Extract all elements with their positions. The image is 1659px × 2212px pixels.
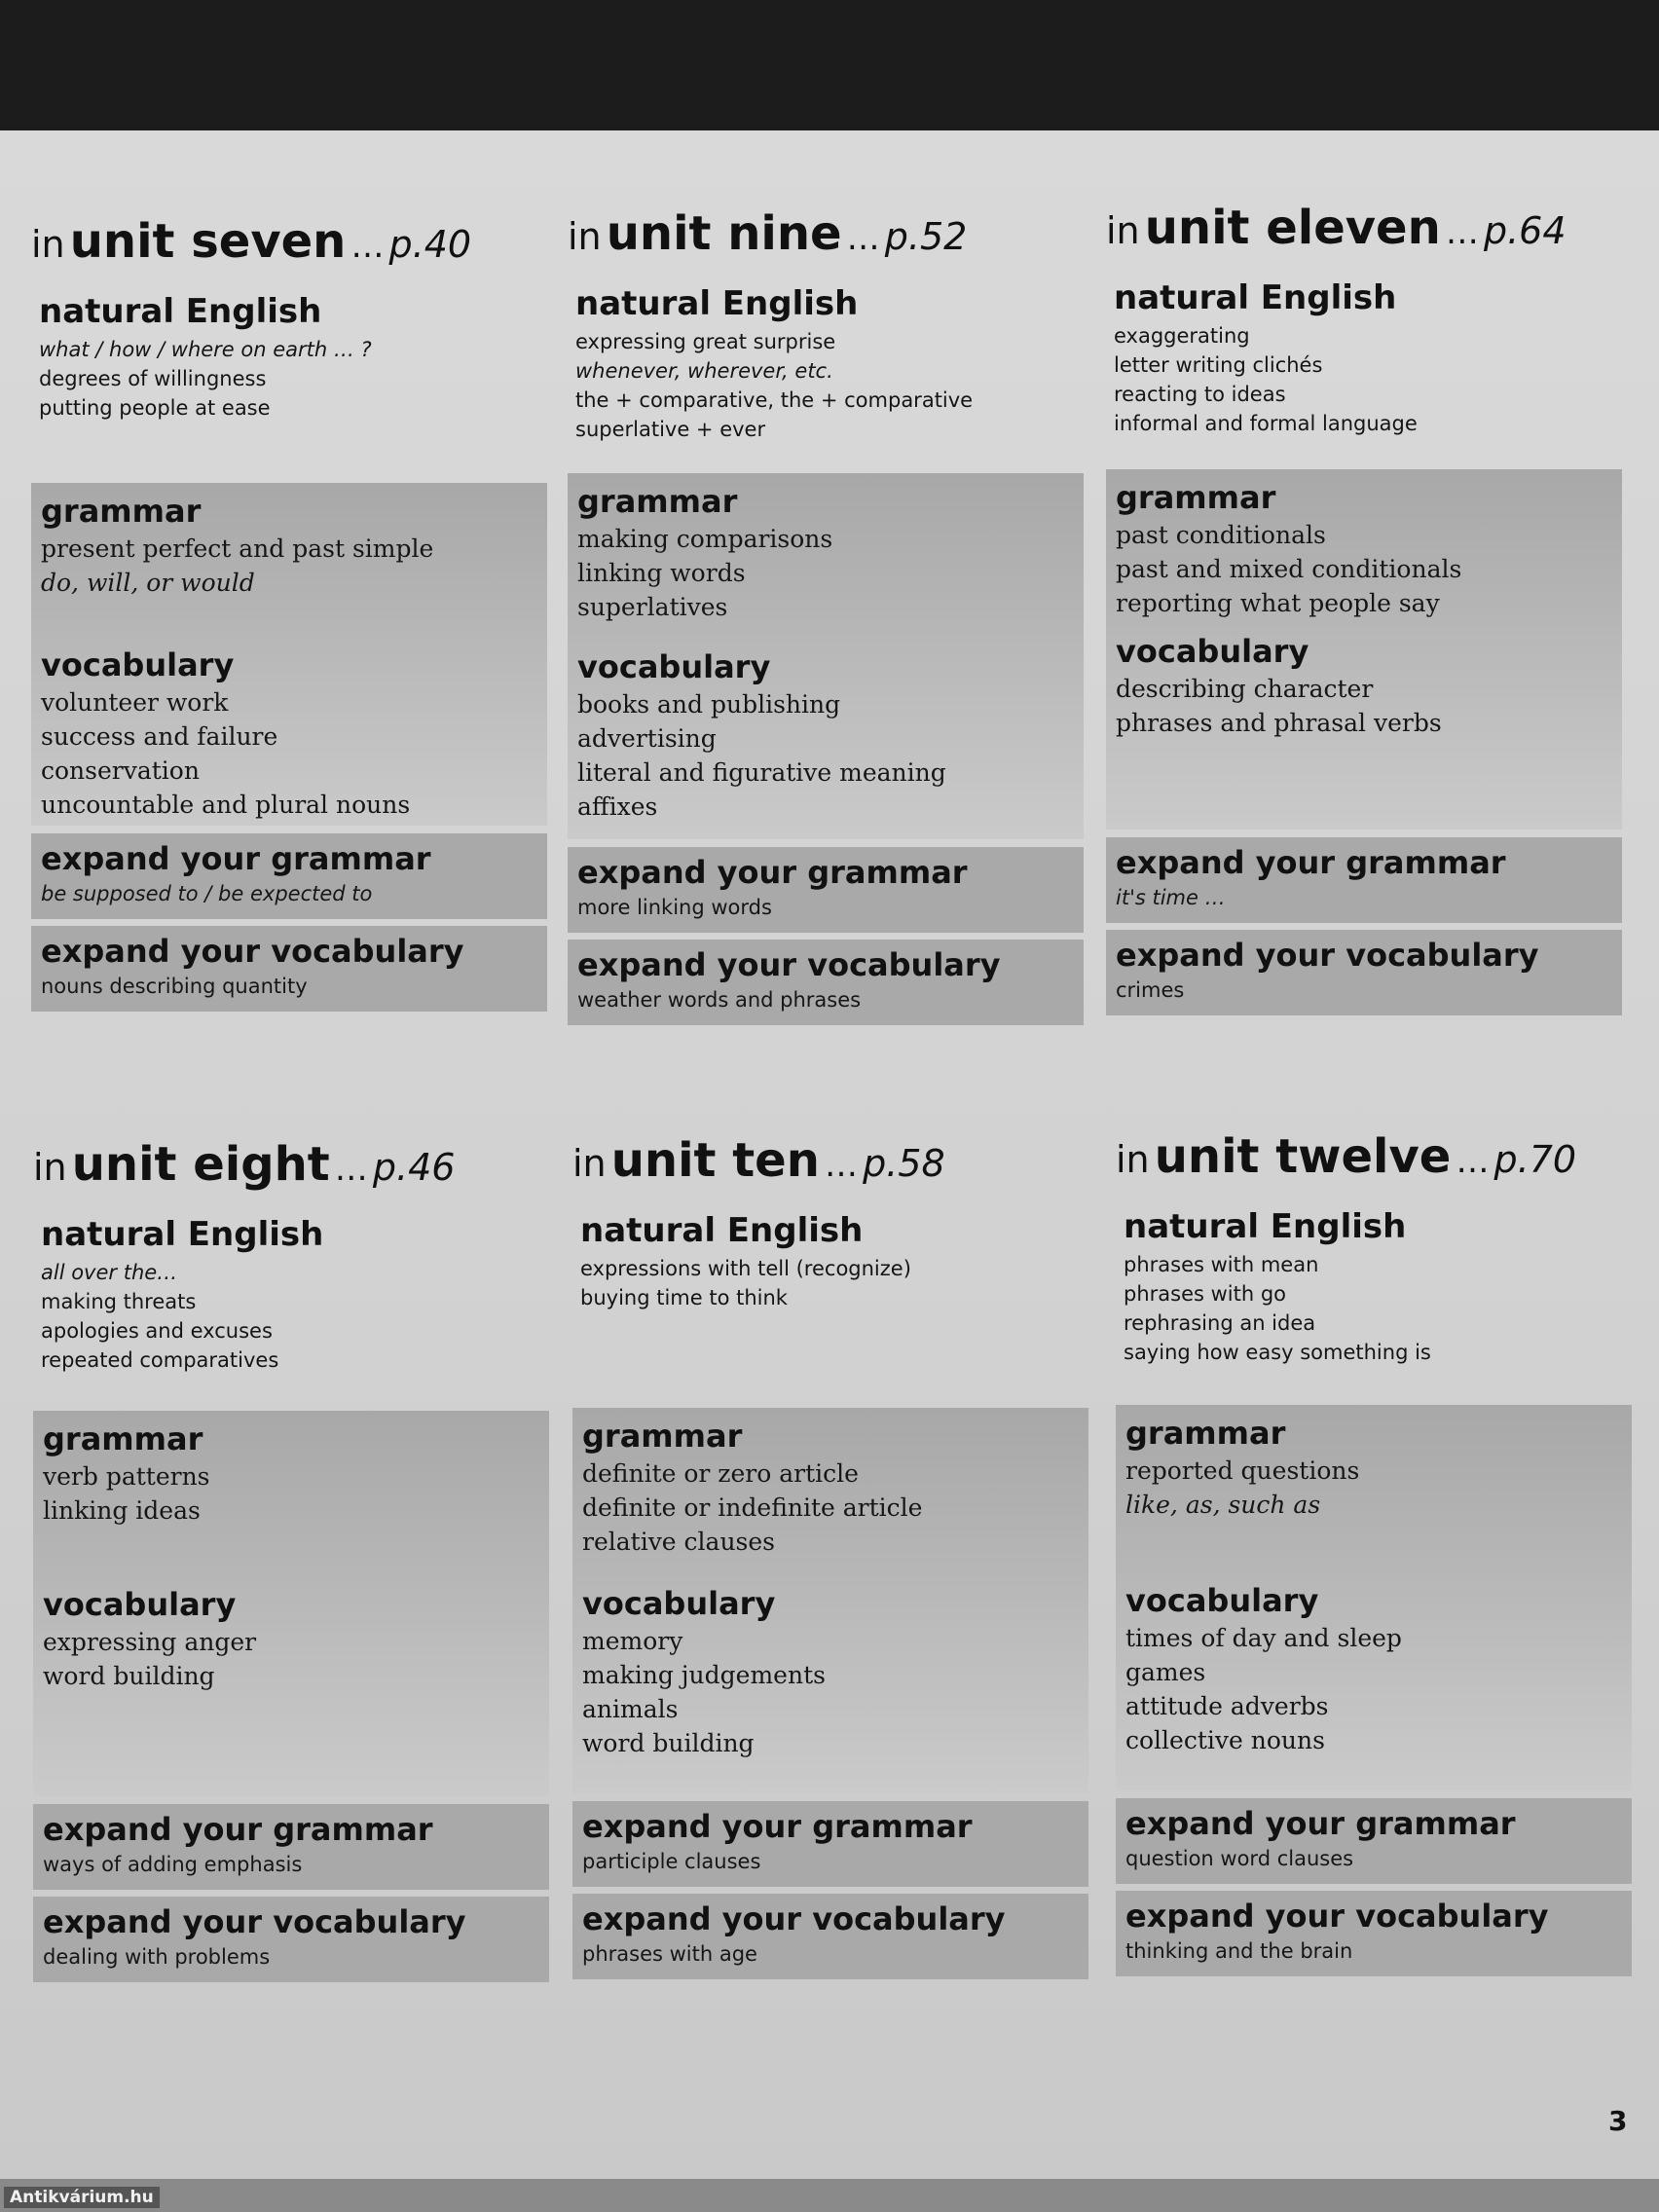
unit-name: unit seven — [69, 214, 347, 269]
unit-block — [31, 214, 547, 998]
grammar-item: linking ideas — [43, 1496, 201, 1525]
unit-ellipsis: … — [846, 219, 880, 258]
vocabulary-heading: vocabulary — [1125, 1582, 1319, 1619]
grammar-section — [577, 483, 832, 624]
grammar-heading: grammar — [582, 1418, 743, 1455]
grammar-heading: grammar — [43, 1420, 203, 1457]
grammar-item: superlatives — [577, 593, 728, 621]
vocabulary-section — [577, 648, 946, 824]
natural-english-item: degrees of willingness — [39, 367, 267, 390]
expand-vocabulary-box — [1106, 930, 1622, 1015]
grammar-vocabulary-panel — [1116, 1405, 1632, 1790]
unit-in-label: in — [31, 223, 65, 266]
expand-vocabulary-heading: expand your vocabulary — [1125, 1898, 1549, 1935]
unit-in-label: in — [572, 1142, 607, 1185]
vocabulary-item: attitude adverbs — [1125, 1692, 1329, 1720]
expand-vocabulary-item: phrases with age — [582, 1942, 757, 1966]
unit-name: unit ten — [610, 1133, 820, 1188]
expand-vocabulary-box — [31, 926, 547, 1012]
grammar-section — [1125, 1415, 1359, 1522]
vocabulary-item: phrases and phrasal verbs — [1116, 709, 1442, 737]
expand-vocabulary-item: thinking and the brain — [1125, 1939, 1353, 1963]
natural-english-item: repeated comparatives — [41, 1348, 279, 1372]
expand-grammar-box — [568, 847, 1084, 933]
expand-grammar-item: it's time … — [1116, 886, 1226, 909]
expand-vocabulary-box — [572, 1894, 1088, 1979]
vocabulary-heading: vocabulary — [577, 648, 771, 685]
natural-english-heading: natural English — [41, 1215, 324, 1254]
unit-in-label: in — [33, 1146, 67, 1189]
expand-vocabulary-heading: expand your vocabulary — [43, 1903, 466, 1940]
expand-grammar-heading: expand your grammar — [41, 840, 431, 877]
vocabulary-item: advertising — [577, 724, 717, 753]
expand-grammar-heading: expand your grammar — [1125, 1805, 1516, 1842]
unit-page-ref: p.58 — [863, 1142, 945, 1185]
vocabulary-item: uncountable and plural nouns — [41, 791, 411, 819]
natural-english-item: rephrasing an idea — [1124, 1311, 1316, 1335]
expand-vocabulary-item: nouns describing quantity — [41, 975, 308, 998]
grammar-item: reporting what people say — [1116, 589, 1440, 617]
unit-name: unit twelve — [1154, 1129, 1452, 1184]
natural-english-item: superlative + ever — [575, 418, 766, 441]
natural-english-item: letter writing clichés — [1114, 353, 1323, 377]
grammar-vocabulary-panel — [568, 473, 1084, 839]
unit-page-ref: p.70 — [1493, 1138, 1577, 1181]
natural-english-heading: natural English — [1114, 278, 1397, 317]
unit-page-ref: p.64 — [1483, 209, 1567, 252]
grammar-vocabulary-panel — [1106, 469, 1622, 830]
grammar-item: present perfect and past simple — [41, 535, 434, 563]
unit-in-label: in — [568, 215, 602, 258]
expand-grammar-item: participle clauses — [582, 1850, 761, 1873]
expand-vocabulary-item: weather words and phrases — [577, 988, 862, 1012]
natural-english-item: reacting to ideas — [1114, 383, 1286, 406]
grammar-heading: grammar — [41, 493, 202, 530]
natural-english-item: expressing great surprise — [575, 330, 836, 353]
unit-ellipsis: … — [334, 1150, 368, 1189]
unit-name: unit eleven — [1144, 201, 1441, 255]
natural-english-item: informal and formal language — [1114, 412, 1418, 435]
vocabulary-section — [41, 646, 410, 822]
grammar-item: definite or indefinite article — [582, 1493, 923, 1522]
expand-grammar-heading: expand your grammar — [582, 1808, 973, 1845]
grammar-item: relative clauses — [582, 1528, 776, 1556]
unit-page-ref: p.46 — [372, 1146, 456, 1189]
vocabulary-section — [1116, 633, 1442, 740]
natural-english-section — [575, 284, 1084, 444]
natural-english-section — [41, 1215, 549, 1375]
natural-english-item: exaggerating — [1114, 324, 1250, 348]
vocabulary-item: games — [1125, 1658, 1206, 1686]
natural-english-heading: natural English — [39, 292, 322, 331]
expand-grammar-box — [572, 1801, 1088, 1887]
unit-name: unit nine — [606, 206, 842, 261]
unit-block — [33, 1137, 549, 1969]
natural-english-item: phrases with go — [1124, 1282, 1287, 1306]
grammar-item: do, will, or would — [41, 569, 255, 597]
grammar-heading: grammar — [577, 483, 738, 520]
grammar-item: linking words — [577, 559, 746, 587]
natural-english-item: expressions with tell (recognize) — [580, 1257, 911, 1280]
natural-english-heading: natural English — [575, 284, 859, 323]
natural-english-item: whenever, wherever, etc. — [575, 359, 833, 383]
vocabulary-item: conservation — [41, 756, 200, 785]
vocabulary-item: success and failure — [41, 722, 278, 751]
unit-block — [568, 206, 1084, 1012]
vocabulary-heading: vocabulary — [41, 646, 235, 683]
vocabulary-item: word building — [582, 1729, 755, 1757]
expand-vocabulary-box — [568, 940, 1084, 1025]
unit-title — [31, 214, 547, 273]
expand-vocabulary-item: dealing with problems — [43, 1945, 271, 1969]
natural-english-item: saying how easy something is — [1124, 1341, 1431, 1364]
vocabulary-item: expressing anger — [43, 1628, 257, 1656]
grammar-section — [43, 1420, 210, 1528]
natural-english-heading: natural English — [1124, 1207, 1407, 1246]
grammar-item: definite or zero article — [582, 1459, 859, 1488]
expand-grammar-item: question word clauses — [1125, 1847, 1354, 1870]
natural-english-heading: natural English — [580, 1211, 864, 1250]
natural-english-item: all over the… — [41, 1261, 178, 1284]
natural-english-item: making threats — [41, 1290, 197, 1313]
unit-in-label: in — [1116, 1138, 1150, 1181]
expand-vocabulary-box — [33, 1897, 549, 1982]
expand-grammar-box — [1106, 837, 1622, 923]
unit-page-ref: p.40 — [388, 223, 472, 266]
vocabulary-heading: vocabulary — [582, 1585, 776, 1622]
unit-title — [568, 206, 1084, 265]
grammar-item: making comparisons — [577, 525, 833, 553]
page-number: 3 — [1608, 2105, 1628, 2137]
expand-vocabulary-heading: expand your vocabulary — [577, 946, 1001, 983]
vocabulary-item: affixes — [577, 793, 658, 821]
expand-grammar-heading: expand your grammar — [1116, 844, 1506, 881]
vocabulary-item: times of day and sleep — [1125, 1624, 1402, 1652]
vocabulary-section — [1125, 1582, 1402, 1757]
unit-ellipsis: … — [1456, 1142, 1490, 1181]
natural-english-item: buying time to think — [580, 1286, 788, 1309]
vocabulary-item: memory — [582, 1627, 683, 1655]
vocabulary-section — [582, 1585, 826, 1760]
natural-english-section — [580, 1211, 1088, 1312]
expand-grammar-heading: expand your grammar — [43, 1811, 433, 1848]
grammar-item: past conditionals — [1116, 521, 1326, 549]
natural-english-section — [39, 292, 547, 423]
grammar-vocabulary-panel — [31, 483, 547, 826]
expand-vocabulary-item: crimes — [1116, 978, 1185, 1002]
expand-grammar-box — [33, 1804, 549, 1890]
unit-page-ref: p.52 — [884, 215, 968, 258]
vocabulary-heading: vocabulary — [43, 1586, 237, 1623]
grammar-section — [41, 493, 433, 600]
expand-grammar-item: ways of adding emphasis — [43, 1853, 303, 1876]
unit-ellipsis: … — [1445, 213, 1479, 252]
vocabulary-item: literal and figurative meaning — [577, 758, 946, 787]
vocabulary-item: making judgements — [582, 1661, 826, 1689]
unit-title — [1106, 201, 1622, 259]
expand-grammar-item: be supposed to / be expected to — [41, 882, 373, 905]
natural-english-item: what / how / where on earth … ? — [39, 338, 372, 361]
page-bottom-edge — [0, 2179, 1659, 2212]
grammar-item: past and mixed conditionals — [1116, 555, 1462, 583]
grammar-item: verb patterns — [43, 1462, 210, 1491]
grammar-item: reported questions — [1125, 1456, 1360, 1485]
vocabulary-item: word building — [43, 1662, 215, 1690]
natural-english-section — [1124, 1207, 1632, 1367]
grammar-section — [582, 1418, 922, 1559]
grammar-heading: grammar — [1116, 479, 1276, 516]
natural-english-item: apologies and excuses — [41, 1319, 273, 1343]
vocabulary-heading: vocabulary — [1116, 633, 1309, 670]
expand-vocabulary-box — [1116, 1891, 1632, 1976]
natural-english-item: the + comparative, the + comparative — [575, 388, 974, 412]
grammar-section — [1116, 479, 1461, 620]
unit-ellipsis: … — [350, 227, 385, 266]
unit-block — [1106, 201, 1622, 1002]
expand-grammar-item: more linking words — [577, 896, 772, 919]
unit-title — [1116, 1129, 1632, 1188]
expand-grammar-heading: expand your grammar — [577, 854, 968, 891]
unit-in-label: in — [1106, 209, 1140, 252]
watermark: Antikvárium.hu — [4, 2187, 160, 2208]
vocabulary-section — [43, 1586, 256, 1693]
unit-block — [1116, 1129, 1632, 1963]
grammar-heading: grammar — [1125, 1415, 1286, 1452]
unit-title — [33, 1137, 549, 1196]
unit-name: unit eight — [71, 1137, 330, 1192]
expand-grammar-box — [31, 833, 547, 919]
unit-ellipsis: … — [824, 1146, 858, 1185]
vocabulary-item: books and publishing — [577, 690, 841, 719]
vocabulary-item: collective nouns — [1125, 1726, 1325, 1754]
unit-title — [572, 1133, 1088, 1192]
expand-grammar-box — [1116, 1798, 1632, 1884]
grammar-vocabulary-panel — [572, 1408, 1088, 1793]
vocabulary-item: animals — [582, 1695, 679, 1723]
vocabulary-item: volunteer work — [41, 688, 229, 717]
grammar-vocabulary-panel — [33, 1411, 549, 1796]
expand-vocabulary-heading: expand your vocabulary — [582, 1900, 1006, 1937]
natural-english-item: phrases with mean — [1124, 1253, 1319, 1276]
natural-english-item: putting people at ease — [39, 396, 271, 420]
expand-vocabulary-heading: expand your vocabulary — [41, 933, 464, 970]
vocabulary-item: describing character — [1116, 675, 1374, 703]
unit-block — [572, 1133, 1088, 1966]
natural-english-section — [1114, 278, 1622, 438]
expand-vocabulary-heading: expand your vocabulary — [1116, 937, 1539, 974]
grammar-item: like, as, such as — [1125, 1491, 1321, 1519]
